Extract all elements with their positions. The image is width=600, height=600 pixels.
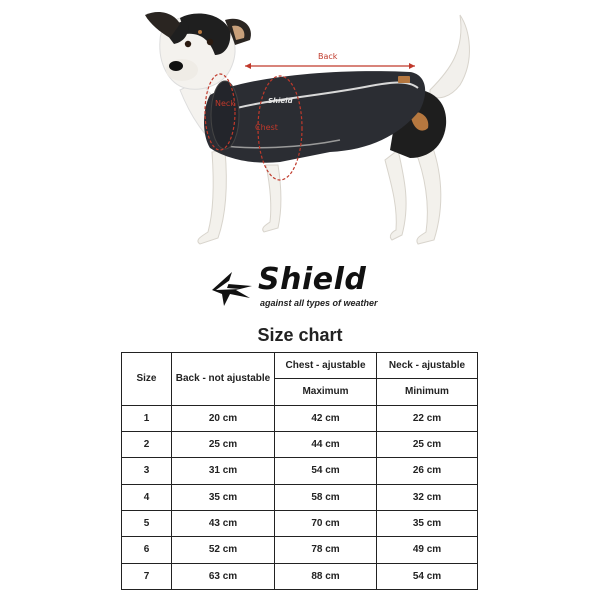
brand-logo (210, 262, 410, 312)
back-measure-label: Back (318, 52, 338, 61)
cell-neck: 25 cm (377, 431, 478, 457)
cell-size: 3 (122, 458, 172, 484)
cell-neck: 22 cm (377, 405, 478, 431)
table-row (122, 405, 478, 431)
cell-neck: 26 cm (377, 458, 478, 484)
coat-brand-text: Shield (268, 97, 293, 105)
cell-size: 1 (122, 405, 172, 431)
table-row (122, 458, 478, 484)
cell-chest: 42 cm (275, 405, 377, 431)
cell-chest: 58 cm (275, 484, 377, 510)
chest-measure-label: Chest (255, 123, 278, 132)
header-neck: Neck - ajustable (377, 353, 478, 379)
brand-name: Shield (258, 262, 367, 297)
cell-back: 35 cm (172, 484, 275, 510)
cell-back: 31 cm (172, 458, 275, 484)
header-back: Back - not ajustable (172, 353, 275, 406)
cell-back: 43 cm (172, 510, 275, 536)
table-header-row (122, 353, 478, 379)
cell-size: 2 (122, 431, 172, 457)
header-neck-sub: Minimum (377, 379, 478, 405)
cell-neck: 32 cm (377, 484, 478, 510)
cell-size: 5 (122, 510, 172, 536)
cell-chest: 88 cm (275, 563, 377, 589)
table-row (122, 563, 478, 589)
product-photo (130, 0, 490, 255)
table-row (122, 537, 478, 563)
shield-emblem-icon (210, 268, 254, 308)
size-chart-title: Size chart (257, 325, 343, 345)
cell-back: 20 cm (172, 405, 275, 431)
cell-neck: 35 cm (377, 510, 478, 536)
table-row (122, 431, 478, 457)
cell-size: 4 (122, 484, 172, 510)
table-row (122, 484, 478, 510)
cell-size: 6 (122, 537, 172, 563)
table-row (122, 510, 478, 536)
cell-chest: 54 cm (275, 458, 377, 484)
header-chest: Chest - ajustable (275, 353, 377, 379)
cell-chest: 78 cm (275, 537, 377, 563)
cell-back: 63 cm (172, 563, 275, 589)
brand-tagline: against all types of weather (260, 298, 378, 308)
header-chest-sub: Maximum (275, 379, 377, 405)
neck-measure-label: Neck (215, 99, 235, 108)
header-size: Size (122, 353, 172, 406)
cell-chest: 44 cm (275, 431, 377, 457)
cell-size: 7 (122, 563, 172, 589)
cell-back: 25 cm (172, 431, 275, 457)
cell-chest: 70 cm (275, 510, 377, 536)
cell-neck: 49 cm (377, 537, 478, 563)
dog-in-coat-illustration (130, 0, 490, 255)
cell-back: 52 cm (172, 537, 275, 563)
size-chart-table (121, 352, 478, 590)
cell-neck: 54 cm (377, 563, 478, 589)
